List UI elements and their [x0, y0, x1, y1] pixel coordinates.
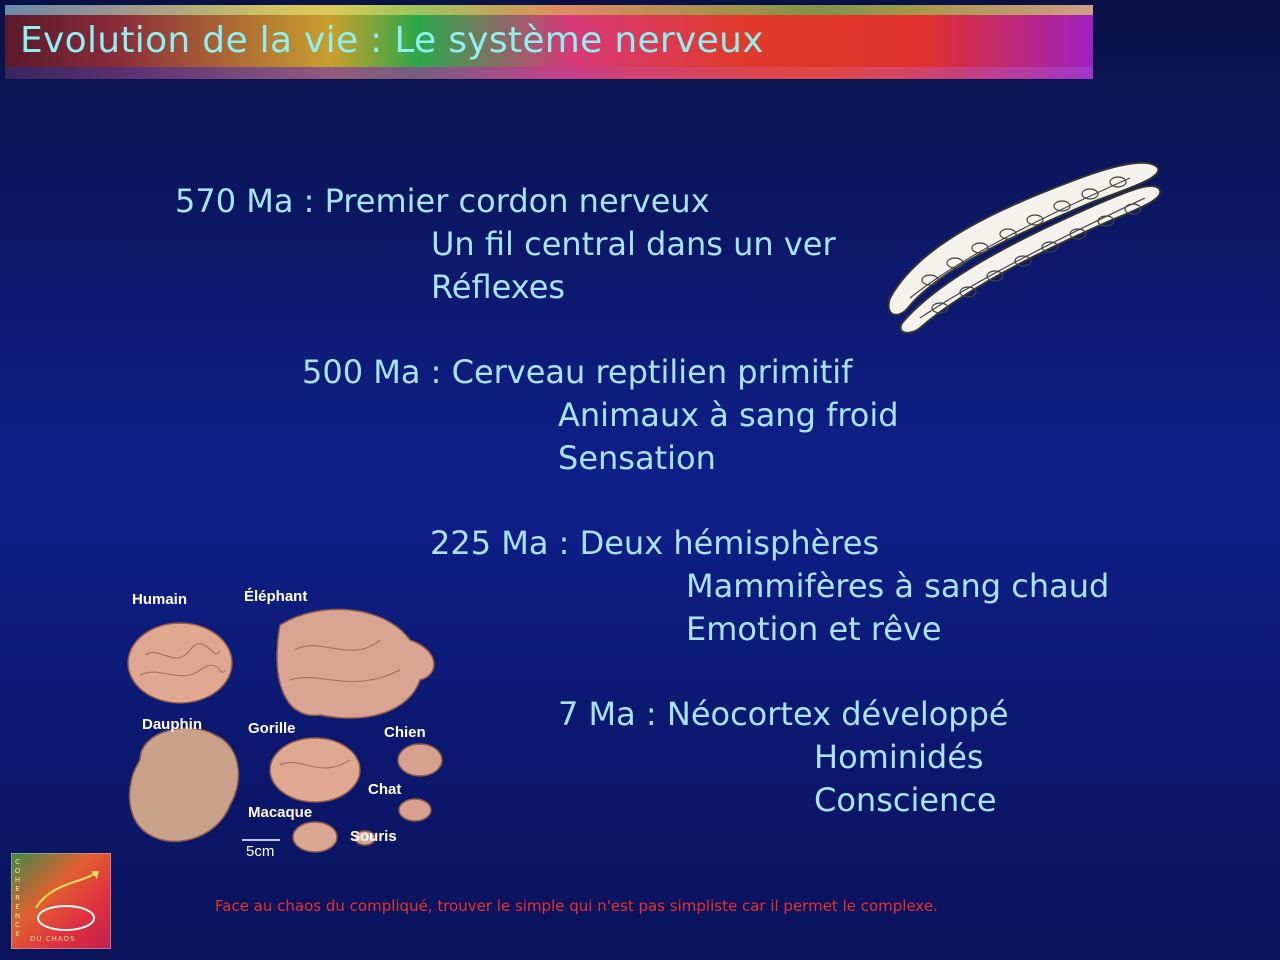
- logo-horizontal-text: DU CHAOS: [30, 935, 76, 943]
- slide-title: Evolution de la vie : Le système nerveux: [20, 20, 764, 61]
- label-dog: Chien: [384, 724, 426, 741]
- timeline-detail-570-1: Un fil central dans un ver: [431, 225, 836, 263]
- timeline-heading-570: 570 Ma : Premier cordon nerveux: [175, 182, 710, 220]
- label-mouse: Souris: [350, 828, 397, 845]
- timeline-detail-500-2: Sensation: [558, 439, 716, 477]
- timeline-detail-570-2: Réflexes: [431, 268, 566, 306]
- dolphin-brain: [130, 728, 239, 841]
- macaque-brain: [293, 822, 337, 852]
- timeline-heading-500: 500 Ma : Cerveau reptilien primitif: [302, 353, 853, 391]
- worm-nerve-cord-illustration: [880, 148, 1165, 336]
- timeline-detail-225-2: Emotion et rêve: [686, 610, 942, 648]
- label-cat: Chat: [368, 781, 402, 798]
- dog-brain: [398, 744, 442, 776]
- label-gorilla: Gorille: [248, 720, 296, 737]
- label-macaque: Macaque: [248, 804, 313, 821]
- timeline-detail-7-1: Hominidés: [814, 738, 984, 776]
- label-elephant: Éléphant: [244, 588, 308, 605]
- timeline-detail-7-2: Conscience: [814, 781, 997, 819]
- human-brain: [128, 623, 232, 703]
- timeline-detail-500-1: Animaux à sang froid: [558, 396, 899, 434]
- cat-brain: [399, 799, 431, 821]
- label-human: Humain: [132, 591, 188, 608]
- scale-label: 5cm: [246, 843, 275, 860]
- gorilla-brain: [270, 738, 360, 802]
- timeline-heading-225: 225 Ma : Deux hémisphères: [430, 524, 880, 562]
- logo-vertical-text: COHERENCE: [14, 858, 21, 938]
- label-dolphin: Dauphin: [142, 716, 202, 733]
- timeline-detail-225-1: Mammifères à sang chaud: [686, 567, 1110, 605]
- timeline-heading-7: 7 Ma : Néocortex développé: [558, 695, 1009, 733]
- footer-quote: Face au chaos du compliqué, trouver le simple qui n'est pas simpliste car il permet le complexe.: [215, 897, 938, 915]
- elephant-brain: [277, 609, 434, 718]
